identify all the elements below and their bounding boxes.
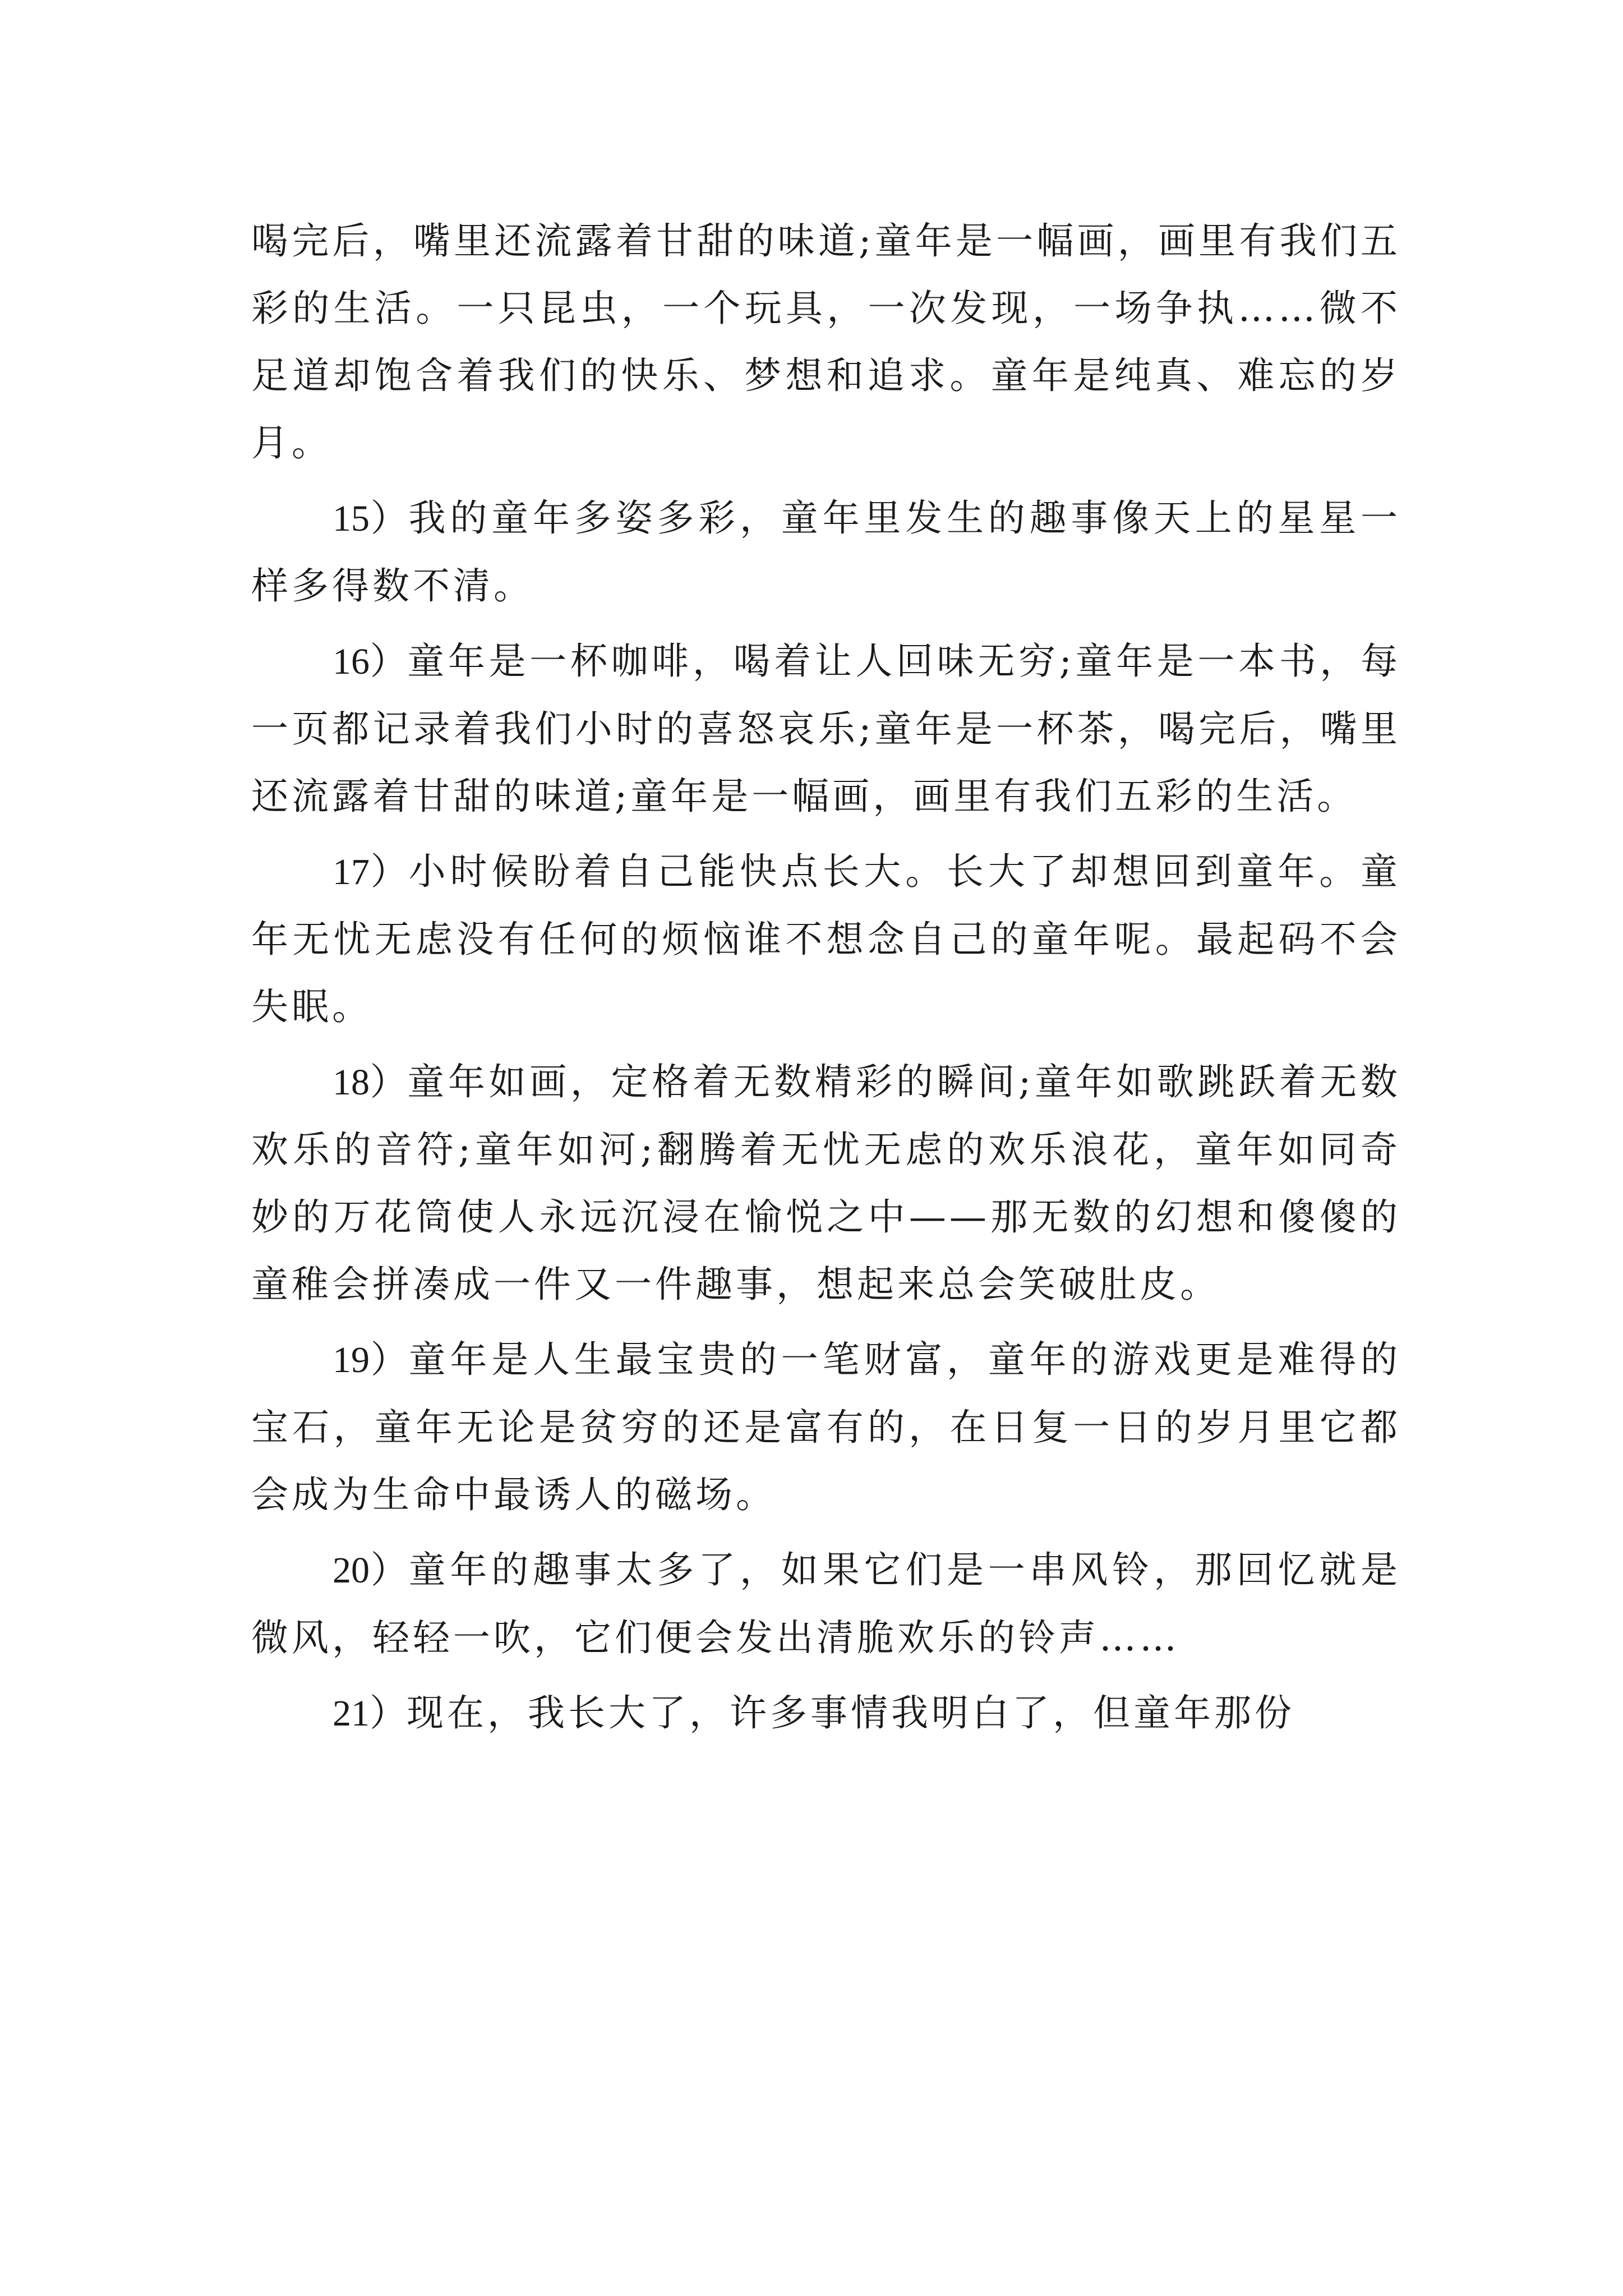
paragraph-number: 18） xyxy=(333,1062,408,1103)
body-text xyxy=(251,208,1401,1755)
paragraph-number: 17） xyxy=(333,852,409,892)
paragraph-text: 童年是人生最宝贵的一笔财富，童年的游戏更是难得的宝石，童年无论是贫穷的还是富有的，在日复一日的岁月里它都会成为生命中最诱人的磁场。 xyxy=(251,1338,1401,1516)
paragraph-16 xyxy=(251,628,1401,830)
paragraph-text: 喝完后，嘴里还流露着甘甜的味道;童年是一幅画，画里有我们五彩的生活。一只昆虫，一个玩具，一次发现，一场争执……微不足道却饱含着我们的快乐、梦想和追求。童年是纯真、难忘的岁月。 xyxy=(251,219,1401,464)
paragraph-19 xyxy=(251,1326,1401,1529)
paragraph-number: 21） xyxy=(333,1693,407,1734)
paragraph-number: 19） xyxy=(333,1340,409,1381)
paragraph-20 xyxy=(251,1536,1401,1672)
paragraph-21 xyxy=(251,1680,1401,1747)
paragraph-17 xyxy=(251,838,1401,1041)
paragraph-number: 20） xyxy=(333,1550,409,1591)
paragraph-15 xyxy=(251,485,1401,620)
paragraph-text: 小时候盼着自己能快点长大。长大了却想回到童年。童年无忧无虑没有任何的烦恼谁不想念自己的童年呢。最起码不会失眠。 xyxy=(251,850,1401,1028)
paragraph-text: 童年是一杯咖啡，喝着让人回味无穷;童年是一本书，每一页都记录着我们小时的喜怒哀乐;童年是一杯茶，喝完后，嘴里还流露着甘甜的味道;童年是一幅画，画里有我们五彩的生活。 xyxy=(251,639,1401,818)
paragraph-number: 15） xyxy=(333,498,409,539)
paragraph-text: 童年的趣事太多了，如果它们是一串风铃，那回忆就是微风，轻轻一吹，它们便会发出清脆欢乐的铃声…… xyxy=(251,1548,1401,1659)
paragraph-continued xyxy=(251,208,1401,477)
paragraph-text: 童年如画，定格着无数精彩的瞬间;童年如歌跳跃着无数欢乐的音符;童年如河;翻腾着无忧无虑的欢乐浪花，童年如同奇妙的万花筒使人永远沉浸在愉悦之中——那无数的幻想和傻傻的童稚会拼凑成一件又一件趣事，想起来总会笑破肚皮。 xyxy=(251,1060,1401,1306)
paragraph-text: 现在，我长大了，许多事情我明白了，但童年那份 xyxy=(407,1691,1295,1734)
paragraph-18 xyxy=(251,1048,1401,1318)
paragraph-number: 16） xyxy=(333,641,408,682)
paragraph-text: 我的童年多姿多彩，童年里发生的趣事像天上的星星一样多得数不清。 xyxy=(251,496,1401,608)
